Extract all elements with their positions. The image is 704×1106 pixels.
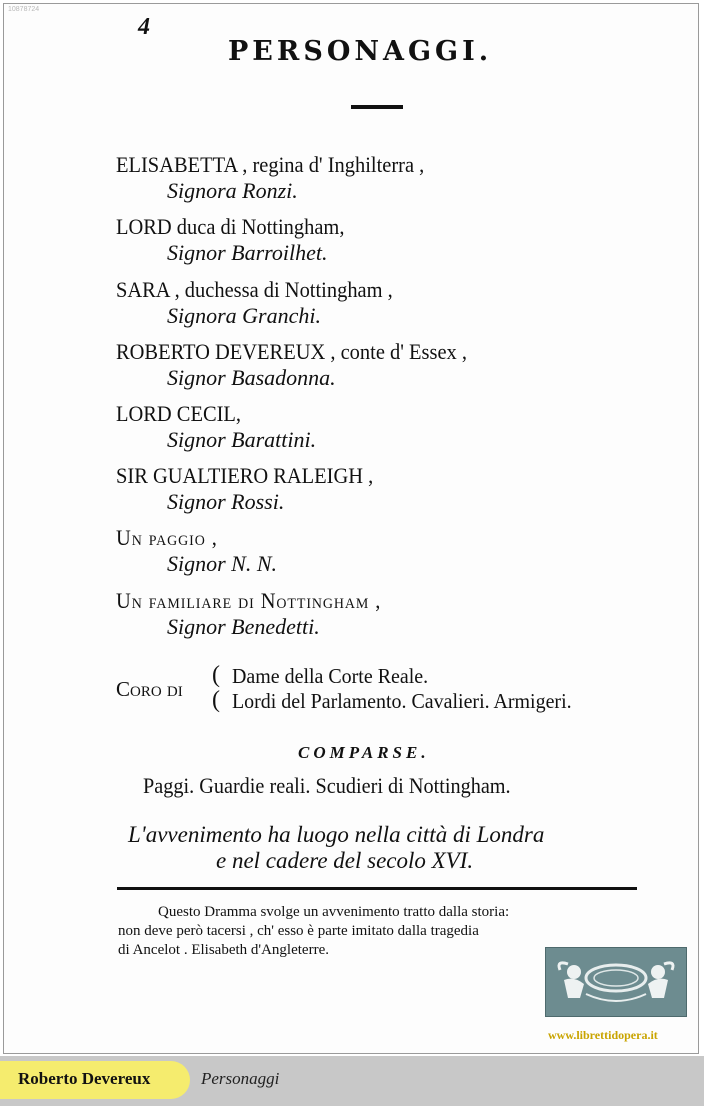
singer-name: Signor N. N. [167, 551, 278, 576]
footnote-line: non deve però tacersi , ch' esso è parte imitato dalla tragedia [118, 923, 479, 939]
setting-line: L'avvenimento ha luogo nella città di Londra [128, 822, 545, 847]
site-url-link[interactable]: www.librettidopera.it [548, 1028, 658, 1042]
singer-name: Signora Granchi. [167, 303, 321, 328]
footnote-line: Questo Dramma svolge un avvenimento tratto dalla storia: [158, 904, 510, 920]
character-name: LORD duca di Nottingham, [116, 214, 345, 239]
character-name: ROBERTO DEVEREUX , conte d' Essex , [116, 339, 468, 364]
comparse-list: Paggi. Guardie reali. Scudieri di Nottingham. [143, 773, 511, 798]
title-rule [351, 105, 403, 109]
comparse-heading: COMPARSE. [298, 743, 430, 762]
page-number: 4 [138, 14, 150, 40]
character-name: LORD CECIL, [116, 401, 242, 426]
character-name: Un paggio , [116, 525, 218, 550]
character-name: ELISABETTA , regina d' Inghilterra , [116, 152, 425, 177]
footnote-line: di Ancelot . Elisabeth d'Angleterre. [118, 942, 329, 958]
setting-line: e nel cadere del secolo XVI. [216, 848, 474, 873]
section-name: Personaggi [201, 1069, 280, 1088]
coro-item: Lordi del Parlamento. Cavalieri. Armigeri. [232, 689, 572, 713]
site-logo[interactable] [545, 947, 687, 1017]
page-title: PERSONAGGI. [228, 36, 493, 67]
singer-name: Signora Ronzi. [167, 178, 298, 203]
cherubs-wreath-icon [546, 948, 686, 1016]
coro-label: Coro di [116, 677, 183, 701]
singer-name: Signor Rossi. [167, 489, 285, 514]
opera-title-link[interactable]: Roberto Devereux [18, 1069, 151, 1088]
scan-id: 10878724 [8, 6, 40, 13]
character-name: SARA , duchessa di Nottingham , [116, 277, 393, 302]
coro-brace: ( [212, 687, 220, 713]
character-name: SIR GUALTIERO RALEIGH , [116, 463, 374, 488]
singer-name: Signor Barroilhet. [167, 240, 328, 265]
character-name: Un familiare di Nottingham , [116, 588, 382, 613]
singer-name: Signor Barattini. [167, 427, 317, 452]
coro-item: Dame della Corte Reale. [232, 664, 429, 688]
footer-rule [117, 887, 637, 890]
singer-name: Signor Basadonna. [167, 365, 336, 390]
singer-name: Signor Benedetti. [167, 614, 320, 639]
coro-brace: ( [212, 662, 220, 688]
